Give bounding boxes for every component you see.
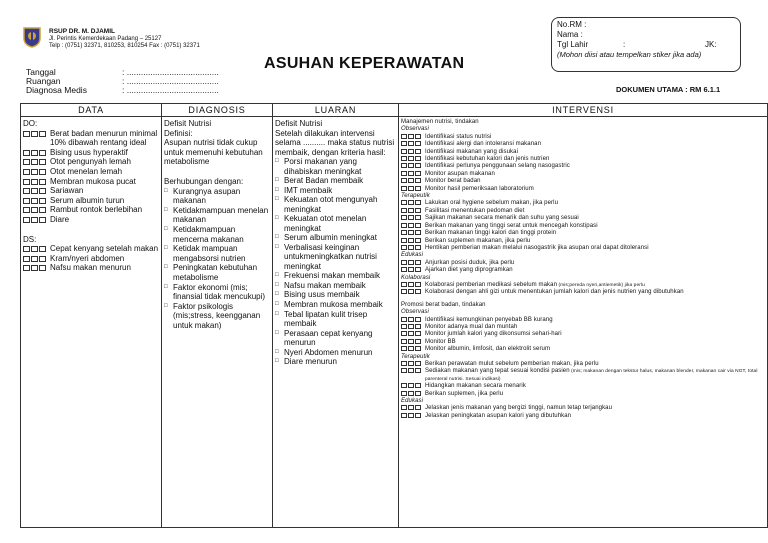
list-item[interactable] [401,215,765,222]
checkbox-group[interactable] [401,215,422,222]
checkbox[interactable]: □ [275,310,279,317]
checkbox[interactable]: □ [164,264,168,271]
do-item: Rambut rontok berlebihan [50,205,143,215]
intervention-item: Monitor adanya mual dan muntah [425,323,518,330]
intervention-item: Hidangkan makanan secara menarik [425,383,526,390]
section-label: Observasi [401,126,429,133]
checkbox[interactable]: □ [275,348,279,355]
intervention-item: Jelaskan jenis makanan yang bergizi tinggi, namun tetap terjangkau [425,405,613,412]
header-luaran: LUARAN [273,104,399,117]
intervention-item: Berikan makanan tinggi kalori dan tinggi protein [425,230,557,237]
checkbox[interactable]: □ [275,177,279,183]
hospital-name: RSUP DR. M. DJAMIL [49,28,115,35]
intervention-item: Fasilitasi menentukan pedoman diet [425,207,525,214]
checkbox-group[interactable] [401,339,422,346]
hospital-info [49,28,200,51]
list-item[interactable] [401,134,765,141]
intervention-item: Anjurkan posisi duduk, jika perlu [425,259,515,266]
intervention-item: Monitor berat badan [425,178,481,185]
intervention-item [425,282,645,289]
list-item[interactable] [275,357,396,367]
checkbox-group[interactable] [401,413,422,420]
tgl-lahir-label: Tgl Lahir [557,40,589,49]
intervention-text: Sediakan makanan yang tepat sesuai kondisi pasien [425,368,570,375]
do-item: Otot pengunyah lemah [50,157,131,167]
intervention-item: Berikan suplemen makanan, jika perlu [425,237,531,244]
hospital-phone: Telp : (0751) 32371, 810253, 810254 Fax : (0751) 32371 [49,43,200,49]
definition-text: Asupan nutrisi tidak cukup untuk memenuhi kebutuhan metabolisme [164,138,263,167]
manajemen-title: Manajemen nutrisi, tindakan [401,119,479,125]
list-item[interactable] [164,206,270,225]
list-item[interactable] [401,368,765,383]
do-item: Berat badan menurun minimal 10% dibawah rentang ideal [50,128,158,148]
checkbox-group[interactable] [401,200,422,207]
outcome-item: Frekuensi makan membaik [284,271,381,281]
checkbox-group[interactable] [401,163,422,170]
meta-label: Ruangan [26,76,61,86]
jk-label: JK: [705,40,717,49]
intervention-item: Berikan suplemen, jika perlu [425,390,504,397]
intervention-item: Identifikasi kemungkinan penyebab BB kurang [425,316,553,323]
list-item[interactable] [23,263,159,273]
outcome-item: Berat Badan membaik [284,176,364,185]
checkbox-group[interactable] [401,331,422,338]
intervention-item: Monitor albumin, limfosit, dan elektrolit serum [425,346,551,353]
checkbox[interactable]: □ [275,215,279,222]
list-item[interactable] [275,348,396,358]
list-item[interactable] [164,263,270,282]
checkbox-group[interactable] [23,129,47,139]
list-item[interactable] [23,244,159,254]
checkbox[interactable]: □ [275,329,279,336]
do-label: DO: [23,119,38,128]
list-item[interactable] [401,405,765,412]
do-item: Serum albumin turun [50,195,125,205]
list-item[interactable] [23,157,159,167]
list-item[interactable] [23,254,159,264]
list-item[interactable] [23,215,159,225]
checkbox-group[interactable] [23,244,47,254]
list-item[interactable] [401,163,765,170]
checkbox-group[interactable] [401,317,422,324]
checkbox-group[interactable] [401,230,422,237]
list-item[interactable] [23,129,159,148]
intervention-item: Berikan makanan yang tinggi serat untuk mencegah konstipasi [425,222,598,229]
no-rm-field[interactable]: No.RM : [557,20,587,29]
intervention-item: Jelaskan peningkatan asupan kalori yang dibutuhkan [425,412,572,419]
checkbox[interactable]: □ [275,243,279,250]
etiology-item: Ketidakmampuan menelan makanan [173,205,269,225]
etiology-item: Ketidakmampuan mencerna makanan [173,224,244,244]
outcome-item: Porsi makanan yang dihabiskan meningkat [284,157,362,176]
meta-label: Tanggal [26,67,56,77]
section-label: Terapeutik [401,353,430,360]
list-item[interactable] [401,141,765,148]
outcome-item: Tebal lipatan kulit trisep membaik [284,309,368,329]
diagnosis-cell [162,117,273,528]
intervention-item: Ajarkan diet yang diprogramkan [425,267,513,274]
luaran-intro: Setelah dilakukan intervensi selama .......... maka status nutrisi membaik, dengan kriteria hasil: [275,128,395,157]
do-item: Membran mukosa pucat [50,176,136,186]
list-item[interactable] [401,156,765,163]
intervention-item: Monitor jumlah kalori yang dikonsumsi sehari-hari [425,331,562,338]
list-item[interactable] [401,178,765,185]
checkbox-group[interactable] [401,156,422,163]
list-item[interactable] [164,302,270,331]
ds-item: Nafsu makan menurun [50,263,131,273]
ds-item: Cepat kenyang setelah makan [50,244,159,254]
etiology-item: Ketidak mampuan mengabsorsi nutrien [173,244,246,263]
list-item[interactable] [401,391,765,398]
checkbox-group[interactable] [401,405,422,412]
list-item[interactable] [275,271,396,281]
list-item[interactable] [23,205,159,215]
section-label: Edukasi [401,398,424,405]
checkbox[interactable]: □ [275,272,279,279]
outcome-item: Membran mukosa membaik [284,300,383,310]
list-item[interactable] [23,177,159,187]
outcome-item: Kekuatan otot menelan meningkat [284,214,367,233]
intervention-item: Kolaborasi dengan ahli gizi untuk menentukan jumlah kalori dan jenis nutrien yang dibutuhkan [425,289,684,296]
intervention-note: (mis; makanan dengan tekstur halus, makanan blender, makanan cair via NGT, total parenteral nutrisi. Sesuai indikasi) [425,369,758,382]
intervention-item: Monitor hasil pemeriksaan laboratorium [425,185,534,192]
intervention-item: Sajikan makanan secara menarik dan suhu yang sesuai [425,215,579,222]
checkbox-group[interactable] [401,267,422,274]
data-cell [21,117,162,528]
outcome-item: Bising usus membaik [284,290,360,300]
form-meta [26,68,219,95]
outcome-item: Perasaan cepat kenyang menurun [284,328,373,348]
list-item[interactable] [401,200,765,207]
checkbox-group[interactable] [23,254,47,264]
list-item[interactable] [275,214,396,233]
list-item[interactable] [164,187,270,206]
list-item[interactable] [275,281,396,291]
checkbox[interactable]: □ [275,358,279,365]
outcome-item: Serum albumin meningkat [284,233,377,243]
list-item[interactable] [164,283,270,302]
list-item[interactable] [401,186,765,193]
intervention-note: (mis;pereda nyeri,antiemetik) jika perlu [557,282,645,288]
tgl-lahir-colon: : [623,40,626,49]
list-item[interactable] [401,223,765,230]
luaran-title: Defisit Nutrisi [275,119,323,128]
checkbox-group[interactable] [23,177,47,187]
etiology-item: Peningkatan kebutuhan metabolisme [173,263,258,282]
checkbox[interactable]: □ [164,283,168,290]
checkbox-group[interactable] [401,141,422,148]
list-item[interactable] [401,238,765,245]
list-item[interactable] [401,245,765,252]
section-label: Terapeutik [401,193,430,200]
list-item[interactable] [401,324,765,331]
section-label: Observasi [401,309,429,316]
checkbox-group[interactable] [401,260,422,267]
do-item: Sariawan [50,186,84,196]
intervention-item: Identifikasi alergi dan intoleransi makanan [425,141,542,148]
checkbox-group[interactable] [23,167,47,177]
promosi-title: Promosi berat badan, tindakan [401,301,486,308]
checkbox-group[interactable] [23,148,47,158]
intervention-item: Identifikasi kebutuhan kalori dan jenis nutrien [425,156,550,163]
checkbox-group[interactable] [401,346,422,353]
list-item[interactable] [164,225,270,244]
list-item[interactable] [275,300,396,310]
checkbox[interactable]: □ [275,234,279,241]
list-item[interactable] [401,230,765,237]
intervention-item: Identifikasi makanan yang disukai [425,148,519,155]
checkbox[interactable]: □ [275,196,279,203]
meta-row [26,86,219,95]
outcome-item: Kekuatan otot mengunyah meningkat [284,195,378,214]
checkbox-group[interactable] [401,149,422,156]
checkbox-group[interactable] [401,391,422,398]
list-item[interactable] [275,176,396,186]
list-item[interactable] [23,167,159,177]
intervensi-cell [399,117,768,528]
intervention-item [425,368,765,383]
list-item[interactable] [401,383,765,390]
table-header-row [21,104,768,117]
list-item[interactable] [401,260,765,267]
checkbox-group[interactable] [23,263,47,273]
outcome-item: Verbalisasi keinginan untukmeningkatkan nutrisi meningkat [284,242,377,271]
checkbox-group[interactable] [401,361,422,368]
related-label: Berhubungan dengan: [164,176,244,186]
list-item[interactable] [401,149,765,156]
list-item[interactable] [401,282,765,289]
checkbox[interactable]: □ [164,187,168,194]
intervention-text: Kolaborasi pemberian medikasi sebelum makan [425,281,558,288]
list-item[interactable] [401,208,765,215]
list-item[interactable] [401,289,765,296]
checkbox-group[interactable] [401,324,422,331]
checkbox[interactable]: □ [164,245,168,252]
list-item[interactable] [401,317,765,324]
list-item[interactable] [401,361,765,368]
checkbox-group[interactable] [401,134,422,141]
header-diagnosis: DIAGNOSIS [162,104,273,117]
checkbox[interactable]: □ [275,281,279,288]
outcome-item: Nyeri Abdomen menurun [284,347,373,357]
checkbox[interactable]: □ [275,186,279,193]
outcome-item: Diare menurun [284,357,337,367]
checkbox-group[interactable] [401,186,422,193]
list-item[interactable] [275,310,396,329]
checkbox[interactable]: □ [275,301,279,308]
list-item[interactable] [275,186,396,196]
do-item: Otot menelan lemah [50,166,123,176]
header-data: DATA [21,104,162,117]
etiology-item: Faktor psikologis (mis;stress, keengganan untuk makan) [173,301,261,330]
section-label: Kolaborasi [401,274,431,281]
checkbox[interactable]: □ [275,158,279,164]
etiology-item: Kurangnya asupan makanan [173,186,241,206]
checkbox-group[interactable] [401,368,422,375]
intervention-item: Identifikasi status nutrisi [425,133,492,140]
checkbox[interactable]: □ [275,291,279,298]
patient-id-box [551,17,741,72]
checkbox-group[interactable] [23,157,47,167]
definition-label: Definisi: [164,128,193,138]
checkbox[interactable]: □ [164,206,168,213]
outcome-item: Nafsu makan membaik [284,280,366,290]
list-item[interactable] [401,171,765,178]
hospital-logo-icon [22,26,42,48]
list-item[interactable] [401,413,765,420]
intervention-item: Identifikasi perlunya penggunaan selang nasogastric [425,163,570,170]
intervention-item: Lakukan oral hygiene sebelum makan, jika perlu [425,200,559,207]
list-item[interactable] [275,290,396,300]
intervention-item: Monitor asupan makanan [425,170,495,177]
checkbox-group[interactable] [401,178,422,185]
ds-item: Kram/nyeri abdomen [50,253,125,263]
checkbox-group[interactable] [23,215,47,225]
hospital-address: Jl. Perintis Kemerdekaan Padang – 25127 [49,35,162,42]
checkbox-group[interactable] [401,171,422,178]
checkbox-group[interactable] [401,245,422,252]
list-item[interactable] [23,186,159,196]
checkbox-group[interactable] [401,208,422,215]
list-item[interactable] [275,243,396,272]
document-label: DOKUMEN UTAMA : RM 6.1.1 [616,85,721,94]
nama-field[interactable]: Nama : [557,30,583,39]
outcome-item: IMT membaik [284,185,333,195]
care-plan-table [20,103,768,528]
meta-value[interactable]: : ....................................... [122,76,219,86]
checkbox-group[interactable] [401,383,422,390]
luaran-cell [273,117,399,528]
list-item[interactable] [275,329,396,348]
list-item[interactable] [401,331,765,338]
checkbox-group[interactable] [23,186,47,196]
list-item[interactable] [275,195,396,214]
diagnosis-title: Defisit Nutrisi [164,119,212,128]
checkbox-group[interactable] [401,282,422,289]
list-item[interactable] [401,267,765,274]
checkbox-group[interactable] [401,238,422,245]
sticker-note: (Mohon diisi atau tempelkan stiker jika ada) [557,50,702,59]
list-item[interactable] [401,339,765,346]
ds-label: DS: [23,234,37,244]
list-item[interactable] [23,196,159,206]
list-item[interactable] [275,233,396,243]
do-item: Bising usus hyperaktif [50,147,128,157]
list-item[interactable] [23,148,159,158]
table-row [21,117,768,528]
meta-value[interactable]: : ....................................... [122,85,219,95]
checkbox-group[interactable] [23,196,47,206]
meta-value[interactable]: : ....................................... [122,67,219,77]
list-item[interactable] [275,157,396,176]
do-item: Diare [50,214,70,224]
intervention-item: Hentikan pemberian makan melalui nasogastrik jika asupan oral dapat ditoleransi [425,244,649,251]
checkbox-group[interactable] [23,205,47,215]
tgl-lahir-row[interactable] [557,40,735,50]
list-item[interactable] [401,346,765,353]
intervention-item: Monitor BB [425,338,456,345]
checkbox[interactable]: □ [164,302,168,309]
checkbox-group[interactable] [401,223,422,230]
section-label: Edukasi [401,252,424,259]
intervention-item: Berikan perawatan mulut sebelum pemberian makan, jika perlu [425,361,599,367]
checkbox-group[interactable] [401,289,422,296]
form-header [0,0,768,100]
header-intervensi: INTERVENSI [399,104,768,117]
etiology-item: Faktor ekonomi (mis; finansial tidak mencukupi) [173,282,266,302]
checkbox[interactable]: □ [164,225,168,232]
list-item[interactable] [164,244,270,263]
meta-label: Diagnosa Medis [26,85,87,95]
page-title: ASUHAN KEPERAWATAN [264,55,465,72]
